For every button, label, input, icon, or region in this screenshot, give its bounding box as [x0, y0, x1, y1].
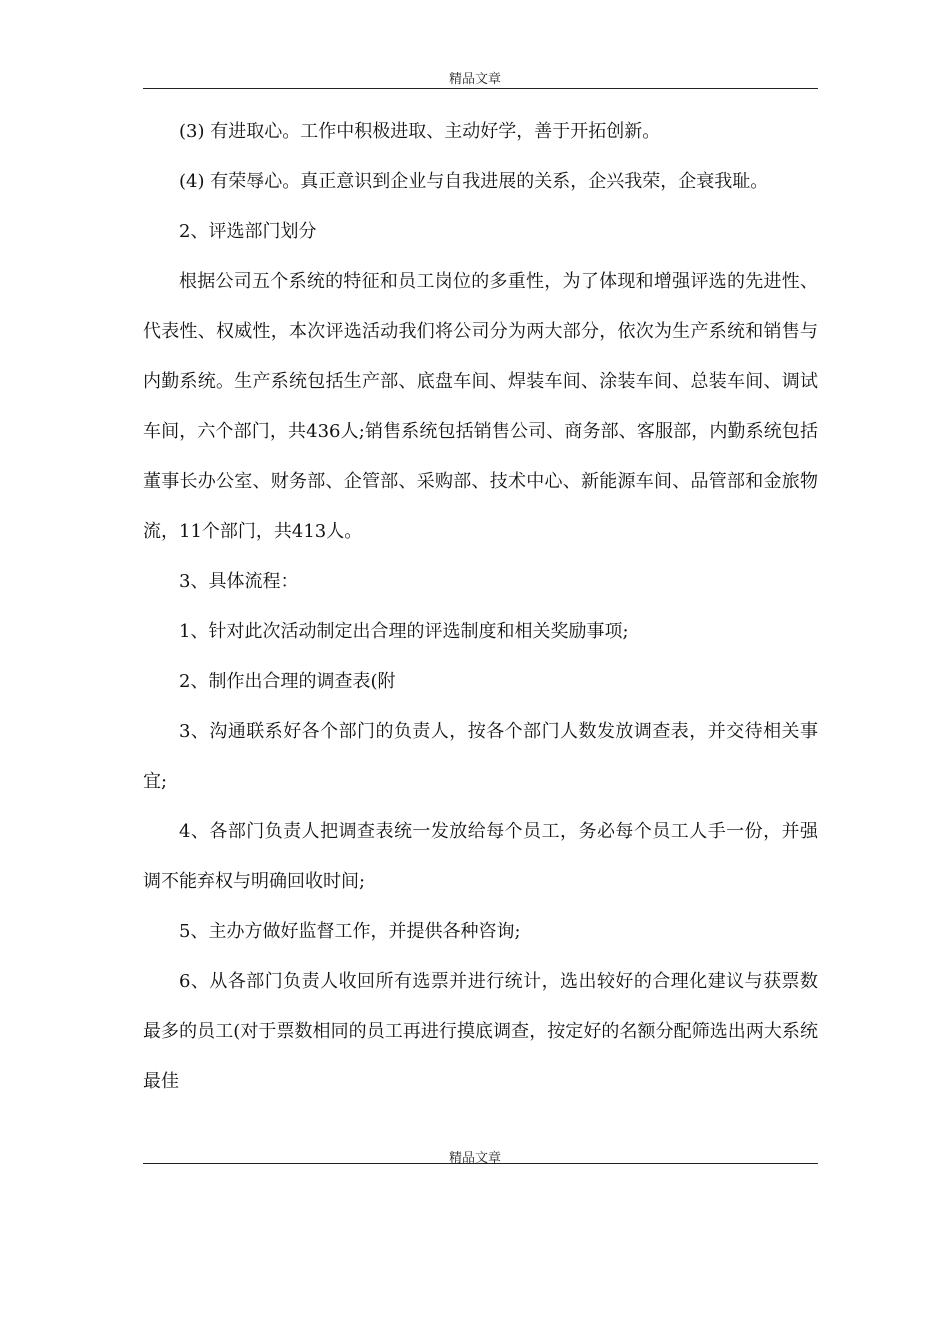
process-step-6: 6、从各部门负责人收回所有选票并进行统计，选出较好的合理化建议与获票数最多的员工(对于票数相同的员工再进行摸底调查，按定好的名额分配筛选出两大系统最佳 [143, 971, 818, 1092]
paragraph-trait-3: (3) 有进取心。工作中积极进取、主动好学，善于开拓创新。 [179, 121, 661, 142]
section-heading-process: 3、具体流程： [179, 571, 299, 592]
page-footer: 精品文章 [448, 1151, 501, 1166]
paragraph-trait-4: (4) 有荣辱心。真正意识到企业与自我进展的关系，企兴我荣，企衰我耻。 [179, 171, 769, 192]
paragraph-department-division: 根据公司五个系统的特征和员工岗位的多重性，为了体现和增强评选的先进性、代表性、权威性，本次评选活动我们将公司分为两大部分，依次为生产系统和销售与内勤系统。生产系统包括生产部、底盘车间、焊装车间、涂装车间、总装车间、调试车间，六个部门，共436人;销售系统包括销售公司、商务部、客服部，内勤系统包括董事长办公室、财务部、企管部、采购部、技术中心、新能源车间、品管部和金旅物流，11个部门，共413人。 [143, 271, 818, 542]
process-step-4: 4、各部门负责人把调查表统一发放给每个员工，务必每个员工人手一份，并强调不能弃权与明确回收时间; [143, 821, 818, 892]
page-header: 精品文章 [448, 72, 501, 87]
document-body [143, 107, 818, 1107]
header-rule [143, 88, 818, 89]
process-step-3: 3、沟通联系好各个部门的负责人，按各个部门人数发放调查表，并交待相关事宜; [143, 721, 818, 792]
section-heading-department-division: 2、评选部门划分 [179, 221, 317, 242]
process-step-1: 1、针对此次活动制定出合理的评选制度和相关奖励事项; [179, 621, 629, 642]
process-step-2: 2、制作出合理的调查表(附 [179, 671, 396, 692]
process-step-5: 5、主办方做好监督工作，并提供各种咨询; [179, 921, 521, 942]
